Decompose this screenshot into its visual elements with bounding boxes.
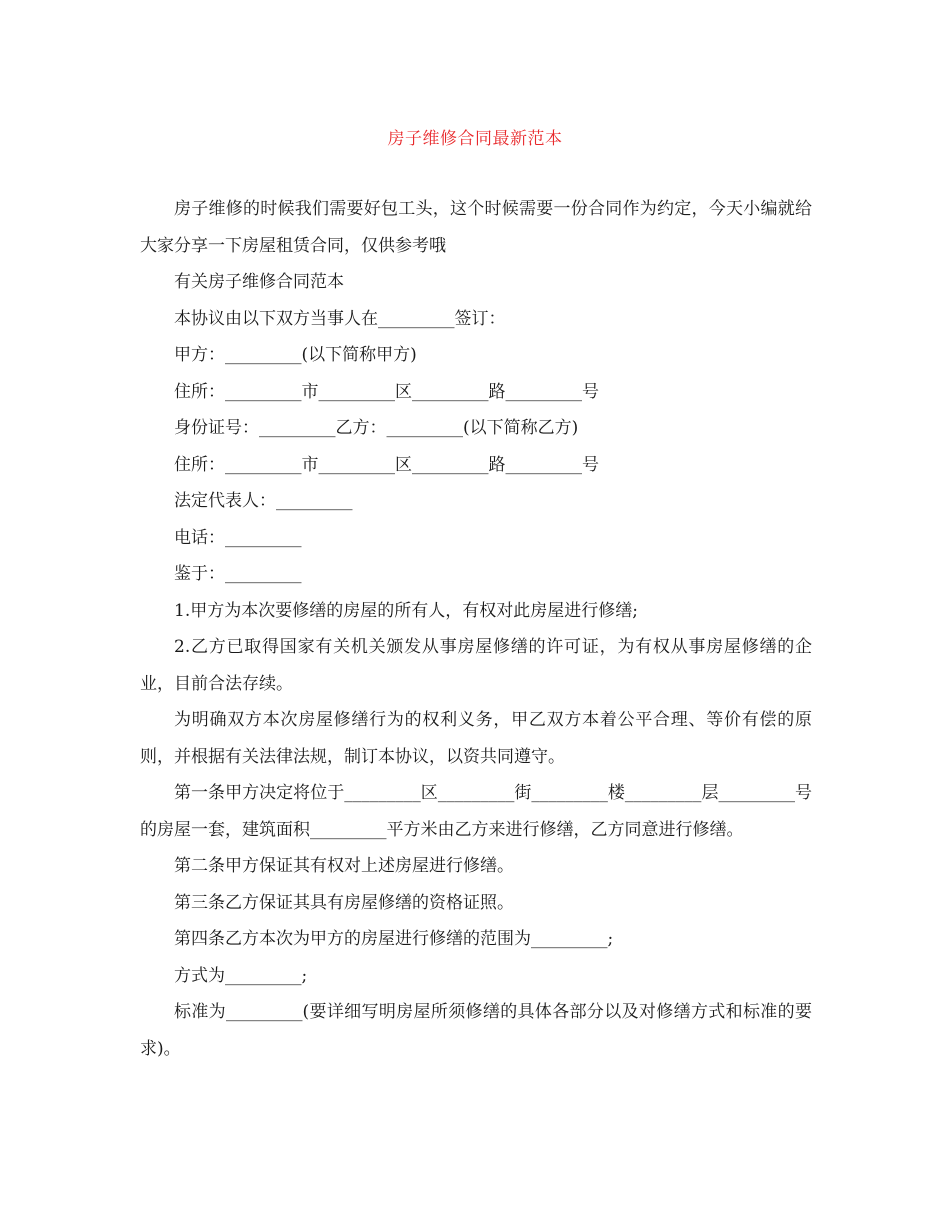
paragraph-address-a: 住所：_________市_________区_________路_________号 [174,381,599,402]
paragraph-legal-rep: 法定代表人：_________ [174,491,353,511]
paragraph-whereas: 鉴于：_________ [174,564,302,584]
paragraph-article-3: 第三条乙方保证其具有房屋修缮的资格证照。 [174,892,514,913]
paragraph-subtitle: 有关房子维修合同范本 [174,272,344,292]
paragraph-purpose: 为明确双方本次房屋修缮行为的权利义务，甲乙双方本着公平合理、等价有偿的原则，并根据有关法律法规，制订本协议，以资共同遵守。 [140,710,812,767]
paragraph-method: 方式为_________; [174,965,308,986]
paragraph-agreement-place: 本协议由以下双方当事人在_________签订： [174,308,506,329]
paragraph-intro: 房子维修的时候我们需要好包工头，这个时候需要一份合同作为约定，今天小编就给大家分享一下房屋租赁合同，仅供参考哦 [140,199,812,256]
paragraph-standard: 标准为_________(要详细写明房屋所须修缮的具体各部分以及对修缮方式和标准的要求)。 [140,1002,812,1059]
paragraph-address-b: 住所：_________市_________区_________路_________号 [174,454,599,475]
paragraph-recital-2: 2.乙方已取得国家有关机关颁发从事房屋修缮的许可证，为有权从事房屋修缮的企业，目前合法存续。 [140,637,812,694]
document-body [140,191,812,1067]
paragraph-phone: 电话：_________ [174,527,302,548]
paragraph-recital-1: 1.甲方为本次要修缮的房屋的所有人，有权对此房屋进行修缮; [174,600,638,621]
paragraph-article-4: 第四条乙方本次为甲方的房屋进行修缮的范围为_________; [174,929,614,949]
paragraph-id-party-b: 身份证号：_________乙方：_________(以下简称乙方) [174,418,579,438]
paragraph-article-1: 第一条甲方决定将位于_________区_________街_________楼_________层_________号的房屋一套，建筑面积_________平方米由乙方来进行修缮，乙方同意进行修缮。 [140,783,812,840]
paragraph-article-2: 第二条甲方保证其有权对上述房屋进行修缮。 [174,856,514,876]
paragraph-party-a: 甲方：_________(以下简称甲方) [174,345,417,365]
document-title: 房子维修合同最新范本 [387,129,563,149]
